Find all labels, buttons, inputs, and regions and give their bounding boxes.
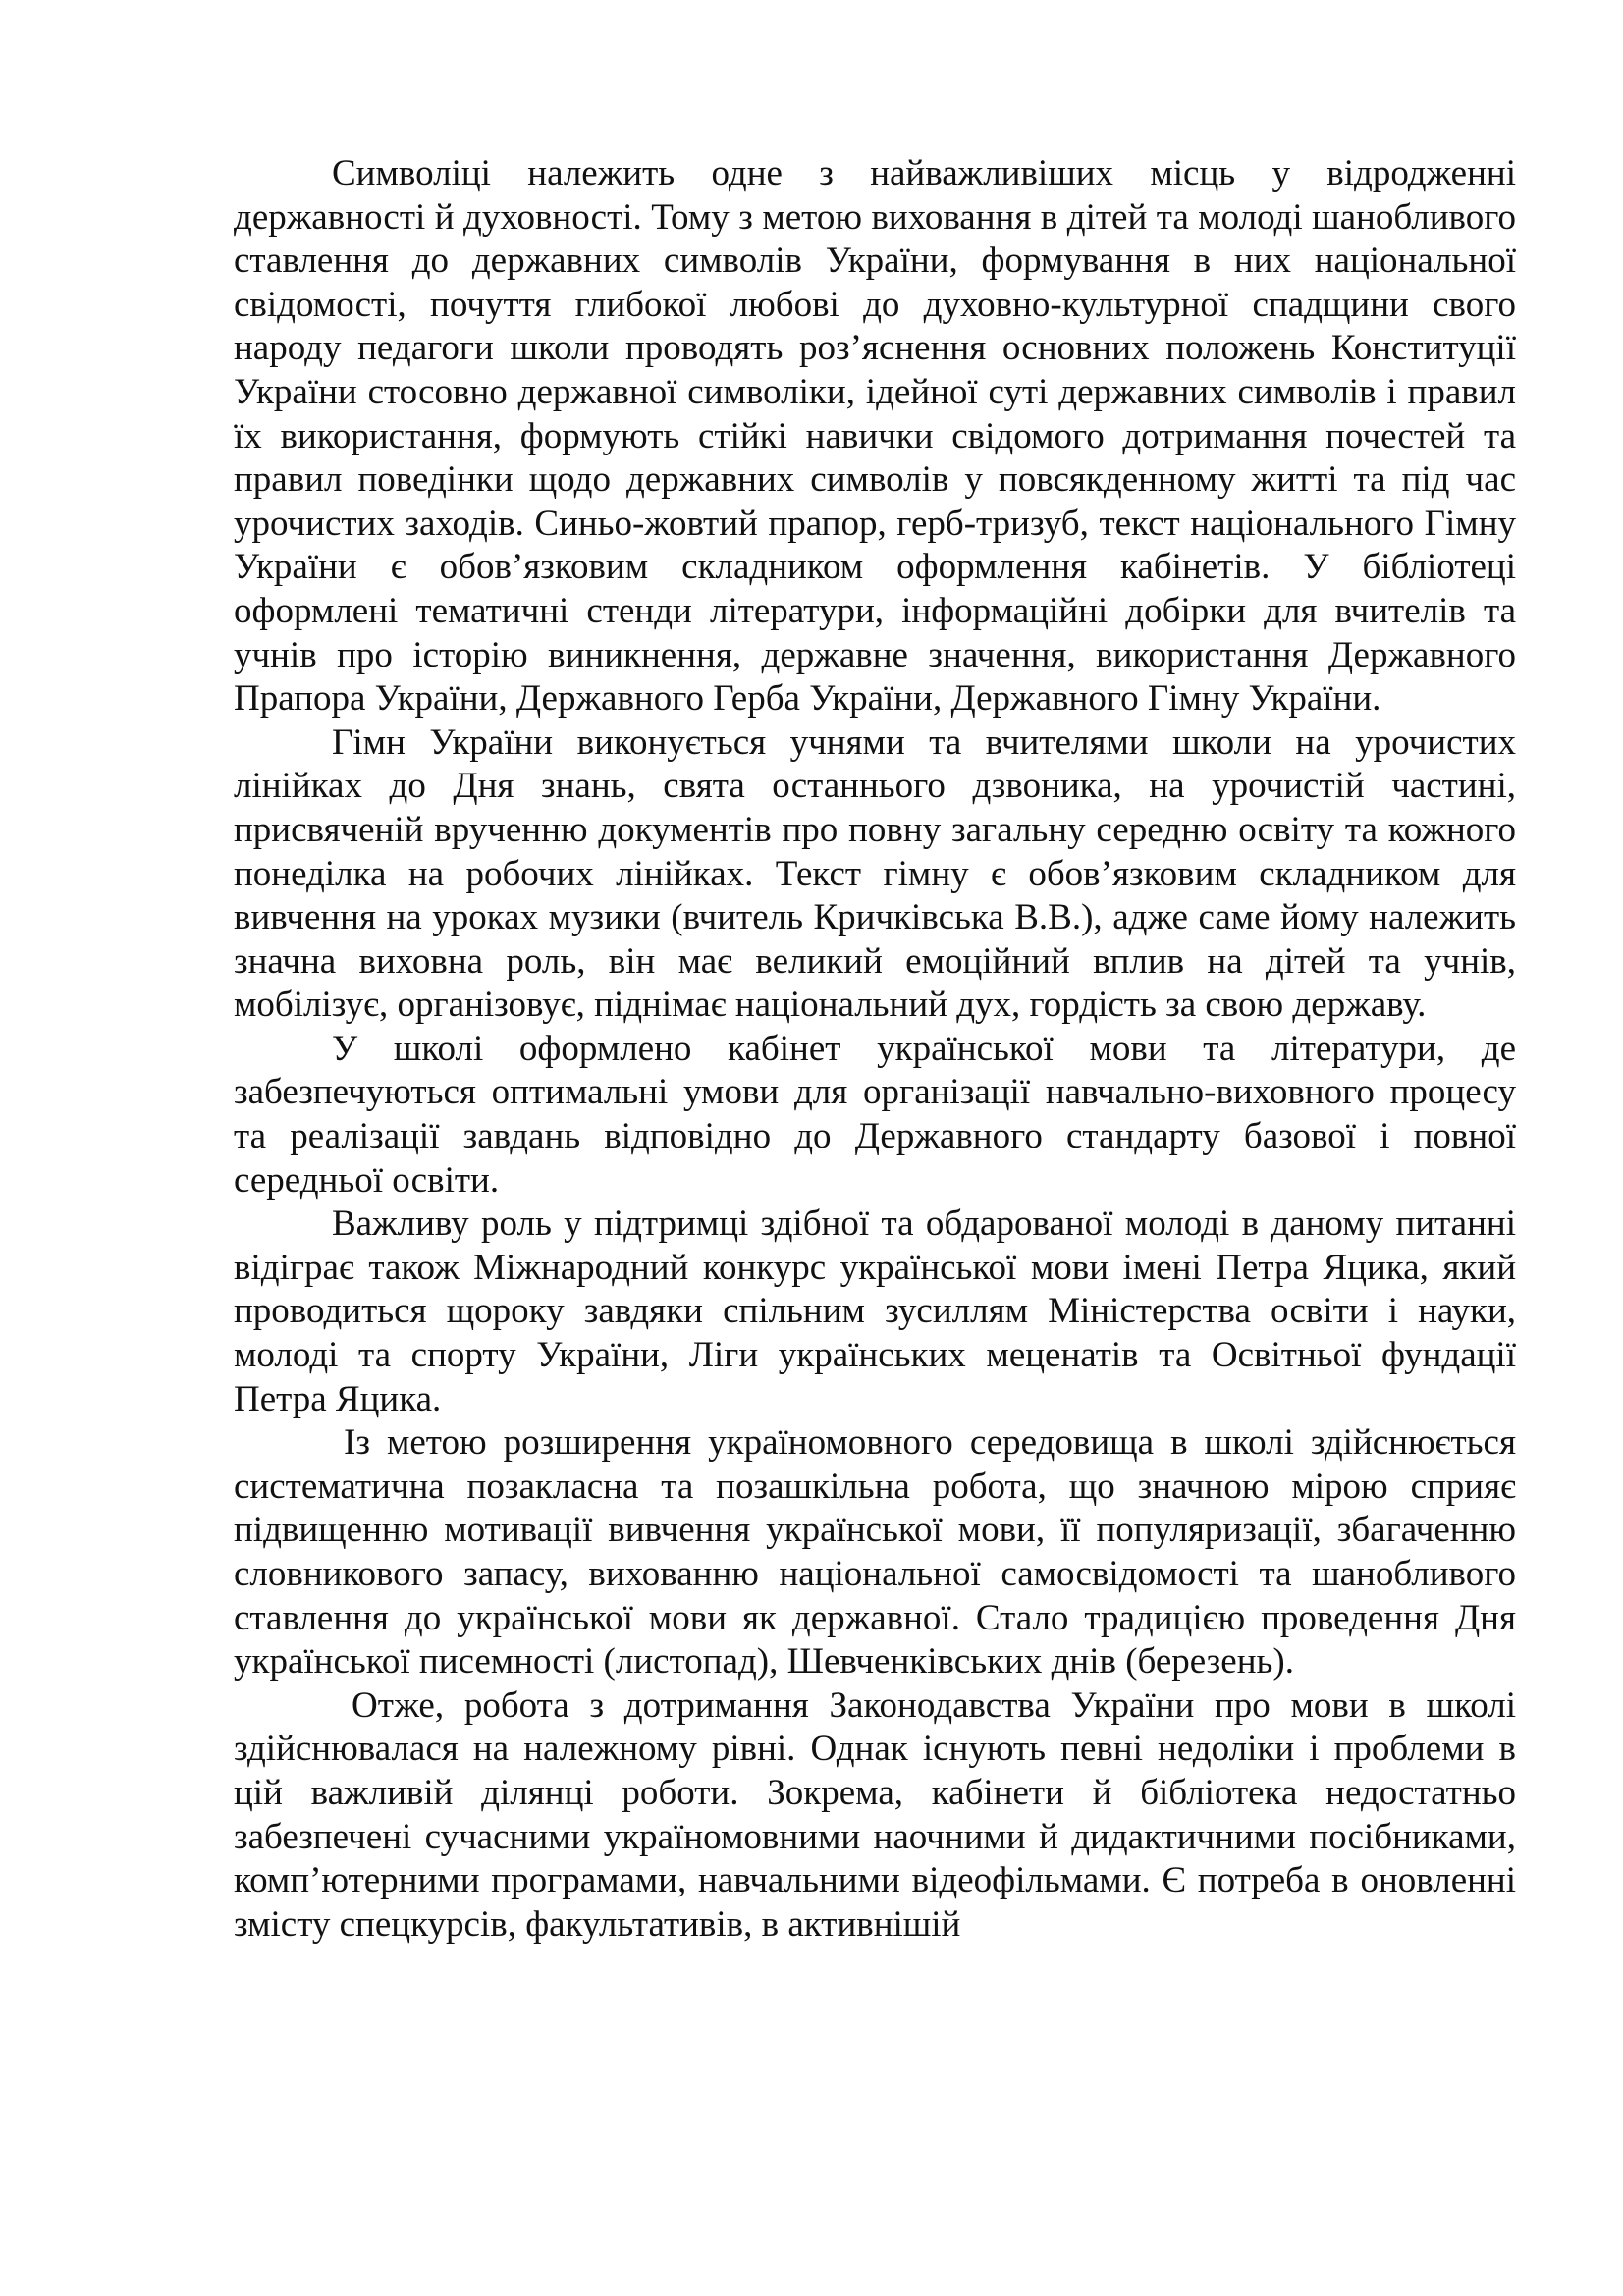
paragraph-language-classroom: У школі оформлено кабінет української мови та літератури, де забезпечуються оптимальні умови для організації навчально-виховного процесу та реалізації завдань відповідно до Державного стандарту базової і повної середньої освіти.	[234, 1028, 1516, 1201]
paragraph-conclusion: Отже, робота з дотримання Законодавства України про мови в школі здійснювалася на належному рівні. Однак існують певні недоліки і проблеми в цій важливій ділянці роботи. Зокрема, кабінети й бібліотека недостатньо забезпечені сучасними україномовними наочними й дидактичними посібниками, комп’ютерними програмами, навчальними відеофільмами. Є потреба в оновленні змісту спецкурсів, факультативів, в активнішій	[234, 1684, 1516, 1945]
paragraph-yatsyk-contest: Важливу роль у підтримці здібної та обдарованої молоді в даному питанні відіграє також Міжнародний конкурс української мови імені Петра Яцика, який проводиться щороку завдяки спільним зусиллям Міністерства освіти і науки, молоді та спорту України, Ліги українських меценатів та Освітньої фундації Петра Яцика.	[234, 1203, 1516, 1419]
paragraph-extracurricular-work: Із метою розширення україномовного середовища в школі здійснюється систематична позакласна та позашкільна робота, що значною мірою сприяє підвищенню мотивації вивчення української мови, її популяризації, збагаченню словникового запасу, вихованню національної самосвідомості та шанобливого ставлення до української мови як державної. Стало традицією проведення Дня української писемності (листопад), Шевченківських днів (березень).	[234, 1422, 1516, 1682]
paragraph-state-symbols: Символіці належить одне з найважливіших місць у відродженні державності й духовності. Тому з метою виховання в дітей та молоді шанобливого ставлення до державних символів України, формування в них національної свідомості, почуття глибокої любові до духовно-культурної спадщини свого народу педагоги школи проводять роз’яснення основних положень Конституції України стосовно державної символіки, ідейної суті державних символів і правил їх використання, формують стійкі навички свідомого дотримання почестей та правил поведінки щодо державних символів у повсякденному житті та під час урочистих заходів. Синьо-жовтий прапор, герб-тризуб, текст національного Гімну України є обов’язковим складником оформлення кабінетів. У бібліотеці оформлені тематичні стенди літератури, інформаційні добірки для вчителів та учнів про історію виникнення, державне значення, використання Державного Прапора України, Державного Герба України, Державного Гімну України.	[234, 153, 1516, 720]
document-page	[234, 152, 1516, 1947]
paragraph-anthem: Гімн України виконується учнями та вчителями школи на урочистих лінійках до Дня знань, свята останнього дзвоника, на урочистій частині, присвяченій врученню документів про повну загальну середню освіту та кожного понеділка на робочих лінійках. Текст гімну є обов’язковим складником для вивчення на уроках музики (вчитель Кричківська В.В.), адже саме йому належить значна виховна роль, він має великий емоційний вплив на дітей та учнів, мобілізує, організовує, піднімає національний дух, гордість за свою державу.	[234, 721, 1516, 1026]
